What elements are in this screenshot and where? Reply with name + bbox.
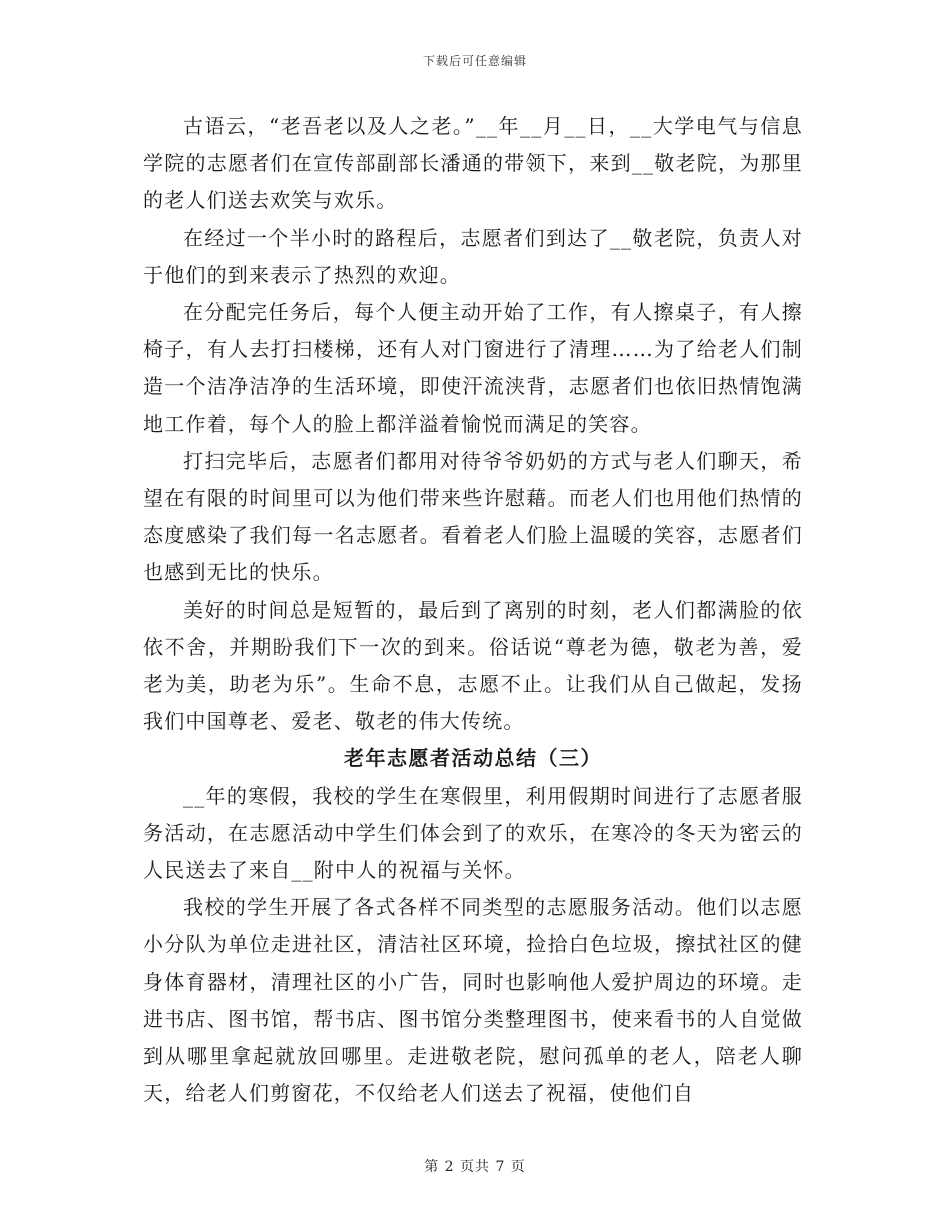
document-body bbox=[143, 108, 803, 1112]
paragraph: 在分配完任务后，每个人便主动开始了工作，有人擦桌子，有人擦椅子，有人去打扫楼梯，还有人对门窗进行了清理……为了给老人们制造一个洁净洁净的生活环境，即使汗流浃背，志愿者们也依旧热情饱满地工作着，每个人的脸上都洋溢着愉悦而满足的笑容。 bbox=[143, 300, 803, 436]
page-header: 下载后可任意编辑 bbox=[422, 54, 527, 68]
section-title: 老年志愿者活动总结（三） bbox=[344, 746, 602, 771]
paragraph: 美好的时间总是短暂的，最后到了离别的时刻，老人们都满脸的依依不舍，并期盼我们下一次的到来。俗话说“尊老为德，敬老为善，爱老为美，助老为乐”。生命不息，志愿不止。让我们从自己做起，发扬我们中国尊老、爱老、敬老的伟大传统。 bbox=[143, 597, 803, 734]
paragraph: 打扫完毕后，志愿者们都用对待爷爷奶奶的方式与老人们聊天，希望在有限的时间里可以为他们带来些许慰藉。而老人们也用他们热情的态度感染了我们每一名志愿者。看着老人们脸上温暖的笑容，志愿者们也感到无比的快乐。 bbox=[143, 448, 803, 585]
paragraph: 在经过一个半小时的路程后，志愿者们到达了__敬老院，负责人对于他们的到来表示了热烈的欢迎。 bbox=[143, 225, 803, 287]
page-footer: 第 2 页共 7 页 bbox=[424, 1159, 526, 1175]
paragraph: __年的寒假，我校的学生在寒假里，利用假期时间进行了志愿者服务活动，在志愿活动中学生们体会到了的欢乐，在寒冷的冬天为密云的人民送去了来自__附中人的祝福与关怀。 bbox=[143, 783, 803, 883]
paragraph: 古语云，“老吾老以及人之老。”__年__月__日，__大学电气与信息学院的志愿者们在宣传部副部长潘通的带领下，来到__敬老院，为那里的老人们送去欢笑与欢乐。 bbox=[143, 114, 803, 213]
paragraph: 我校的学生开展了各式各样不同类型的志愿服务活动。他们以志愿小分队为单位走进社区，清洁社区环境，捡拾白色垃圾，擦拭社区的健身体育器材，清理社区的小广告，同时也影响他人爱护周边的环境。走进书店、图书馆，帮书店、图书馆分类整理图书，使来看书的人自觉做到从哪里拿起就放回哪里。走进敬老院，慰问孤单的老人，陪老人聊天，给老人们剪窗花，不仅给老人们送去了祝福，使他们自 bbox=[143, 895, 803, 1106]
